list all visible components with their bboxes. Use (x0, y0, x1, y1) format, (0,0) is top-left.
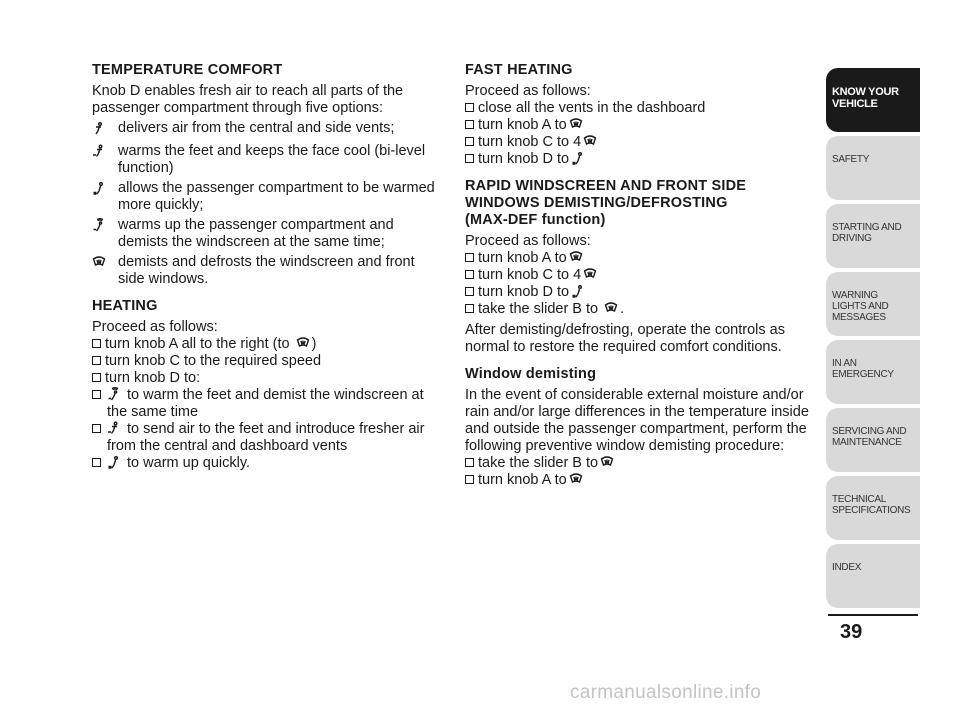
temperature-comfort-intro: Knob D enables fresh air to reach all parts of the passenger compartment through five options: (92, 83, 404, 116)
feet-windscreen-vent-icon (107, 387, 121, 401)
checkbox-bullet (92, 339, 101, 348)
feet-vent-icon (571, 151, 585, 165)
max-def-intro: Proceed as follows: (465, 233, 591, 249)
tab-label: TECHNICAL SPECIFICATIONS (832, 494, 911, 516)
tab-safety[interactable] (826, 136, 920, 200)
checkbox-bullet (465, 475, 474, 484)
tab-know-your-vehicle[interactable] (826, 68, 920, 132)
windscreen-defrost-icon (600, 455, 614, 469)
max-def-step (465, 267, 815, 284)
step-text: turn knob C to 4 (478, 134, 582, 150)
option-windscreen (92, 254, 444, 288)
option-feet-face (92, 143, 444, 177)
heating-sub-step (92, 455, 444, 472)
tab-in-an-emergency[interactable] (826, 340, 920, 404)
step-text: . (620, 301, 625, 317)
feet-vent-icon (571, 284, 585, 298)
step-text: close all the vents in the dashboard (478, 100, 706, 116)
windscreen-defrost-icon (92, 254, 118, 274)
feet-face-vent-icon (92, 143, 118, 163)
page-number-rule (828, 614, 918, 616)
tab-label: SAFETY (832, 154, 870, 165)
section-tabs (826, 68, 920, 612)
page-number: 39 (840, 621, 863, 643)
tab-label: IN AN EMERGENCY (832, 358, 894, 380)
max-def-step (465, 284, 815, 301)
window-demisting-step (465, 472, 815, 489)
windscreen-defrost-icon (569, 117, 583, 131)
fast-heating-step (465, 117, 815, 134)
step-text: turn knob A to (478, 472, 567, 488)
option-text: warms up the passenger compartment and demists the windscreen at the same time; (118, 217, 394, 250)
heating-step (92, 370, 444, 387)
fast-heating-step (465, 151, 815, 168)
windscreen-defrost-icon (569, 250, 583, 264)
checkbox-bullet (92, 458, 101, 467)
tab-label: WARNING LIGHTS AND MESSAGES (832, 290, 889, 323)
checkbox-bullet (92, 424, 101, 433)
window-demisting-heading: Window demisting (465, 366, 597, 382)
option-feet-windscreen (92, 217, 444, 251)
tab-technical-specifications[interactable] (826, 476, 920, 540)
feet-windscreen-vent-icon (92, 217, 118, 237)
fast-heating-step (465, 134, 815, 151)
heating-step (92, 336, 444, 353)
option-face (92, 120, 444, 140)
heating-heading: HEATING (92, 298, 158, 314)
checkbox-bullet (465, 103, 474, 112)
option-feet (92, 180, 444, 214)
fast-heating-heading: FAST HEATING (465, 62, 573, 78)
step-text: turn knob D to: (105, 370, 201, 386)
checkbox-bullet (465, 458, 474, 467)
step-text: turn knob A all to the right (to (105, 336, 290, 352)
step-text: take the slider B to (478, 301, 599, 317)
step-text: turn knob A to (478, 117, 567, 133)
watermark: carmanualsonline.info (570, 682, 762, 703)
max-def-heading-sub: (MAX-DEF function) (465, 212, 606, 228)
tab-label: INDEX (832, 562, 862, 573)
option-text: allows the passenger compartment to be warmed more quickly; (118, 180, 435, 213)
tab-starting-and-driving[interactable] (826, 204, 920, 268)
checkbox-bullet (465, 287, 474, 296)
tab-warning-lights[interactable] (826, 272, 920, 336)
window-demisting-text: In the event of considerable external moisture and/or rain and/or large differences in the temperature inside and outside the passenger compartment, perform the following preventive window demisting procedure: (465, 387, 809, 454)
option-text: delivers air from the central and side vents; (118, 120, 395, 136)
step-text: to warm the feet and demist the windscreen at the same time (107, 387, 424, 420)
window-demisting-step (465, 455, 815, 472)
feet-face-vent-icon (107, 421, 121, 435)
step-text: ) (311, 336, 317, 352)
after-demisting-text: After demisting/defrosting, operate the controls as normal to restore the required comfort conditions. (465, 322, 785, 355)
max-def-step (465, 301, 815, 318)
checkbox-bullet (465, 137, 474, 146)
tab-label: STARTING AND DRIVING (832, 222, 902, 244)
checkbox-bullet (465, 154, 474, 163)
option-text: warms the feet and keeps the face cool (bi-level function) (118, 143, 426, 176)
windscreen-defrost-icon (604, 301, 618, 315)
feet-vent-icon (92, 180, 118, 200)
tab-servicing[interactable] (826, 408, 920, 472)
temperature-comfort-heading: TEMPERATURE COMFORT (92, 62, 283, 78)
windscreen-defrost-icon (569, 472, 583, 486)
tab-label: SERVICING AND MAINTENANCE (832, 426, 907, 448)
checkbox-bullet (92, 356, 101, 365)
checkbox-bullet (92, 390, 101, 399)
windscreen-defrost-icon (583, 134, 597, 148)
heating-intro: Proceed as follows: (92, 319, 218, 335)
left-column (92, 62, 444, 472)
step-text: to send air to the feet and introduce fresher air from the central and dashboard vents (107, 421, 425, 454)
step-text: to warm up quickly. (127, 455, 251, 471)
checkbox-bullet (465, 270, 474, 279)
step-text: turn knob C to the required speed (105, 353, 322, 369)
checkbox-bullet (465, 253, 474, 262)
option-text: demists and defrosts the windscreen and front side windows. (118, 254, 415, 287)
windscreen-defrost-icon (296, 336, 310, 350)
step-text: turn knob C to 4 (478, 267, 582, 283)
fast-heating-step (465, 100, 815, 117)
step-text: turn knob D to (478, 151, 570, 167)
max-def-heading: RAPID WINDSCREEN AND FRONT SIDE WINDOWS DEMISTING/DEFROSTING (465, 178, 747, 211)
step-text: take the slider B to (478, 455, 599, 471)
tab-index[interactable] (826, 544, 920, 608)
heating-sub-step (92, 421, 444, 455)
fast-heating-intro: Proceed as follows: (465, 83, 591, 99)
max-def-step (465, 250, 815, 267)
checkbox-bullet (465, 120, 474, 129)
checkbox-bullet (465, 304, 474, 313)
heating-sub-step (92, 387, 444, 421)
step-text: turn knob A to (478, 250, 567, 266)
right-column (465, 62, 815, 489)
step-text: turn knob D to (478, 284, 570, 300)
feet-vent-icon (107, 455, 121, 469)
windscreen-defrost-icon (583, 267, 597, 281)
face-vent-icon (92, 120, 118, 140)
checkbox-bullet (92, 373, 101, 382)
tab-label: KNOW YOUR VEHICLE (832, 86, 899, 110)
heating-step (92, 353, 444, 370)
